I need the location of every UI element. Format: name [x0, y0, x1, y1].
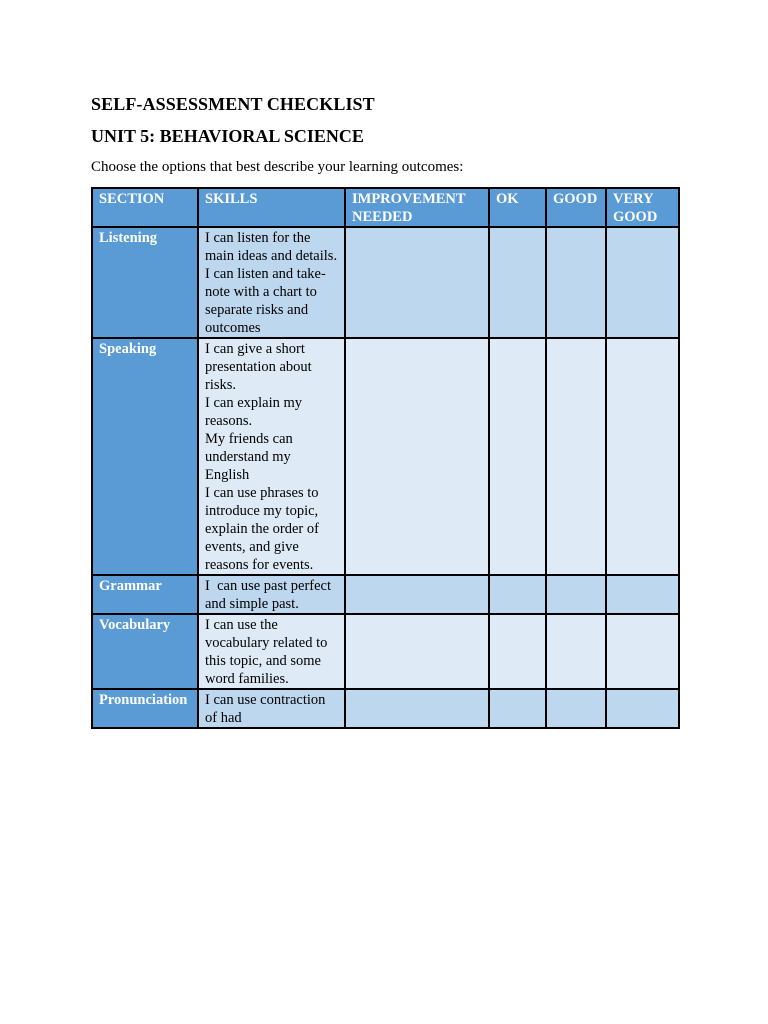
- rating-improvement-pronunciation[interactable]: [345, 689, 489, 728]
- header-ok: OK: [489, 188, 546, 227]
- rating-ok-grammar[interactable]: [489, 575, 546, 614]
- rating-good-pronunciation[interactable]: [546, 689, 606, 728]
- header-improvement-needed: IMPROVEMENT NEEDED: [345, 188, 489, 227]
- rating-improvement-vocabulary[interactable]: [345, 614, 489, 689]
- rating-ok-listening[interactable]: [489, 227, 546, 338]
- rating-very-good-grammar[interactable]: [606, 575, 679, 614]
- table-row-grammar: [92, 575, 679, 614]
- header-good: GOOD: [546, 188, 606, 227]
- rating-ok-pronunciation[interactable]: [489, 689, 546, 728]
- rating-good-vocabulary[interactable]: [546, 614, 606, 689]
- section-speaking: Speaking: [92, 338, 198, 575]
- rating-improvement-grammar[interactable]: [345, 575, 489, 614]
- rating-very-good-speaking[interactable]: [606, 338, 679, 575]
- rating-good-listening[interactable]: [546, 227, 606, 338]
- skills-vocabulary: [198, 614, 345, 689]
- document-title: SELF-ASSESSMENT CHECKLIST: [91, 94, 375, 114]
- skill-statement: My friends can understand my English: [205, 431, 293, 483]
- skill-statement: I can use phrases to introduce my topic, explain the order of events, and give reasons for events.: [205, 485, 319, 573]
- rating-ok-speaking[interactable]: [489, 338, 546, 575]
- rating-ok-vocabulary[interactable]: [489, 614, 546, 689]
- rating-very-good-listening[interactable]: [606, 227, 679, 338]
- skills-pronunciation: [198, 689, 345, 728]
- table-header-row: [92, 188, 679, 227]
- instructions-text: Choose the options that best describe your learning outcomes:: [91, 159, 464, 175]
- header-skills: SKILLS: [198, 188, 345, 227]
- header-section: SECTION: [92, 188, 198, 227]
- rating-good-speaking[interactable]: [546, 338, 606, 575]
- rating-improvement-listening[interactable]: [345, 227, 489, 338]
- skill-statement: I can use past perfect and simple past.: [205, 578, 335, 612]
- skill-statement: I can listen and take-note with a chart to separate risks and outcomes: [205, 266, 326, 336]
- document-page: [91, 92, 679, 729]
- rating-good-grammar[interactable]: [546, 575, 606, 614]
- section-pronunciation: Pronunciation: [92, 689, 198, 728]
- table-row-listening: [92, 227, 679, 338]
- section-listening: Listening: [92, 227, 198, 338]
- skill-statement: I can give a short presentation about risks.: [205, 341, 312, 393]
- rating-very-good-pronunciation[interactable]: [606, 689, 679, 728]
- header-very-good: VERY GOOD: [606, 188, 679, 227]
- skill-statement: I can explain my reasons.: [205, 395, 303, 429]
- skill-statement: I can listen for the main ideas and details.: [205, 230, 338, 264]
- table-row-pronunciation: [92, 689, 679, 728]
- skills-grammar: [198, 575, 345, 614]
- self-assessment-table: [91, 187, 680, 729]
- document-subtitle: UNIT 5: BEHAVIORAL SCIENCE: [91, 126, 364, 146]
- rating-improvement-speaking[interactable]: [345, 338, 489, 575]
- rating-very-good-vocabulary[interactable]: [606, 614, 679, 689]
- skill-statement: I can use the vocabulary related to this topic, and some word families.: [205, 617, 328, 687]
- skills-listening: [198, 227, 345, 338]
- skills-speaking: [198, 338, 345, 575]
- section-vocabulary: Vocabulary: [92, 614, 198, 689]
- table-row-speaking: [92, 338, 679, 575]
- section-grammar: Grammar: [92, 575, 198, 614]
- table-row-vocabulary: [92, 614, 679, 689]
- skill-statement: I can use contraction of had: [205, 692, 326, 726]
